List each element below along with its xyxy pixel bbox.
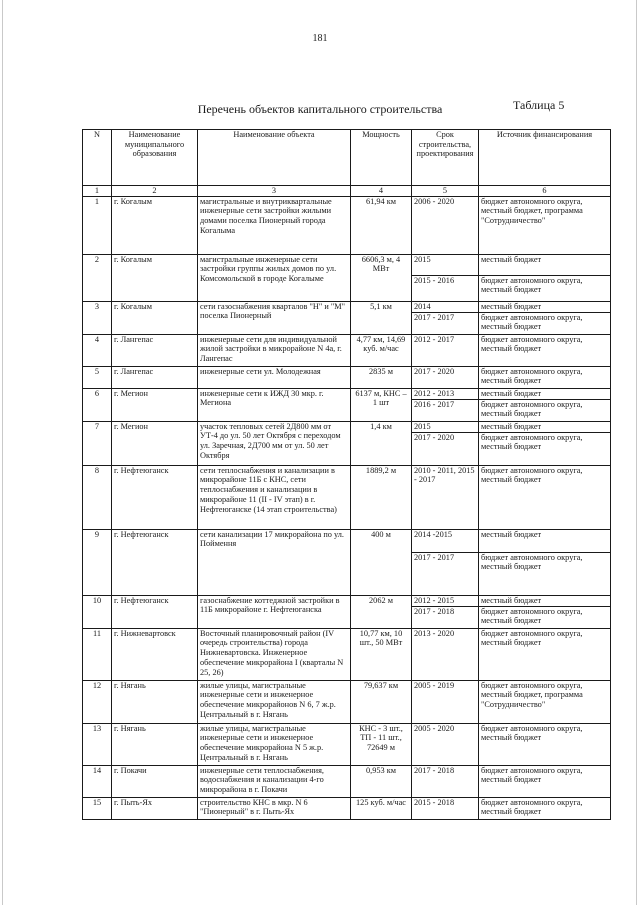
row-municipality: г. Нягань [112, 723, 198, 765]
row-municipality: г. Когалым [112, 254, 198, 301]
row-source: бюджет автономного округа, местный бюджет [479, 312, 611, 334]
row-object: жилые улицы, магистральные инженерные сети и инженерное обеспечение микрорайона N 5 ж.р. Центральный в г. Нягань [198, 723, 351, 765]
table-row [83, 595, 611, 606]
row-object: сети газоснабжения кварталов "Н" и "М" поселка Пионерный [198, 301, 351, 334]
row-capacity: 10,77 км, 10 шт., 50 МВт [351, 628, 412, 680]
row-source: бюджет автономного округа, местный бюджет [479, 797, 611, 819]
row-object: участок тепловых сетей 2Д800 мм от УТ-4 до ул. 50 лет Октября с переходом ул. Заречная, 2Д700 мм от ул. 50 лет Октября [198, 421, 351, 465]
row-municipality: г. Нефтеюганск [112, 465, 198, 529]
row-period: 2017 - 2017 [412, 312, 479, 334]
row-source: местный бюджет [479, 529, 611, 552]
row-source: местный бюджет [479, 301, 611, 312]
column-index: 6 [479, 186, 611, 197]
row-period: 2005 - 2019 [412, 680, 479, 723]
row-object: магистральные инженерные сети застройки группы жилых домов по ул. Комсомольской в городе Когалыме [198, 254, 351, 301]
table-row [83, 254, 611, 275]
header-period: Срок строительства, проектирования [412, 130, 479, 186]
row-source: бюджет автономного округа, местный бюджет, программа "Сотрудничество" [479, 680, 611, 723]
row-period: 2013 - 2020 [412, 628, 479, 680]
row-capacity: 2062 м [351, 595, 412, 628]
table-row [83, 421, 611, 432]
row-capacity: 4,77 км, 14,69 куб. м/час [351, 334, 412, 366]
row-number: 15 [83, 797, 112, 819]
row-municipality: г. Нягань [112, 680, 198, 723]
row-period: 2010 - 2011, 2015 - 2017 [412, 465, 479, 529]
row-object: сети теплоснабжения и канализации в микрорайоне 11Б с КНС, сети теплоснабжения и канализации в микрорайоне 11 (II - IV этап) в г. Нефтеюганске (14 этап строительства) [198, 465, 351, 529]
row-period: 2014 [412, 301, 479, 312]
row-municipality: г. Когалым [112, 196, 198, 254]
row-source: бюджет автономного округа, местный бюджет [479, 628, 611, 680]
row-source: местный бюджет [479, 254, 611, 275]
table-row [83, 196, 611, 254]
row-capacity: 6137 м, КНС – 1 шт [351, 388, 412, 421]
row-municipality: г. Покачи [112, 765, 198, 797]
capital-construction-table [82, 129, 611, 820]
row-object: жилые улицы, магистральные инженерные сети и инженерное обеспечение микрорайонов N 6, 7 ж.р. Центральный в г. Нягань [198, 680, 351, 723]
row-object: инженерные сети ул. Молодежная [198, 366, 351, 388]
row-capacity: 1889,2 м [351, 465, 412, 529]
row-number: 2 [83, 254, 112, 301]
row-capacity: 6606,3 м, 4 МВт [351, 254, 412, 301]
row-municipality: г. Нефтеюганск [112, 595, 198, 628]
row-source: бюджет автономного округа, местный бюджет [479, 399, 611, 421]
row-source: бюджет автономного округа, местный бюджет [479, 432, 611, 465]
row-municipality: г. Нефтеюганск [112, 529, 198, 595]
row-capacity: 1,4 км [351, 421, 412, 465]
table-body [83, 186, 611, 820]
column-index: 3 [198, 186, 351, 197]
table-label: Таблица 5 [513, 98, 565, 112]
row-source: бюджет автономного округа, местный бюджет [479, 366, 611, 388]
header-capacity: Мощность [351, 130, 412, 186]
row-object: газоснабжение коттеджной застройки в 11Б микрорайоне г. Нефтеюганска [198, 595, 351, 628]
row-municipality: г. Нижневартовск [112, 628, 198, 680]
row-municipality: г. Лангепас [112, 334, 198, 366]
row-source: бюджет автономного округа, местный бюджет [479, 275, 611, 301]
table-row [83, 797, 611, 819]
row-period: 2017 - 2018 [412, 606, 479, 628]
table-row [83, 388, 611, 399]
table-row [83, 301, 611, 312]
table-row [83, 465, 611, 529]
row-municipality: г. Пыть-Ях [112, 797, 198, 819]
row-number: 7 [83, 421, 112, 465]
row-period: 2012 - 2015 [412, 595, 479, 606]
row-number: 13 [83, 723, 112, 765]
row-municipality: г. Лангепас [112, 366, 198, 388]
column-index: 5 [412, 186, 479, 197]
row-period: 2012 - 2017 [412, 334, 479, 366]
row-capacity: КНС - 3 шт., ТП - 11 шт., 72649 м [351, 723, 412, 765]
row-object: сети канализации 17 микрорайона по ул. Поймення [198, 529, 351, 595]
row-period: 2005 - 2020 [412, 723, 479, 765]
row-period: 2014 -2015 [412, 529, 479, 552]
row-period: 2017 - 2020 [412, 366, 479, 388]
column-index-row [83, 186, 611, 197]
row-period: 2015 [412, 421, 479, 432]
row-source: бюджет автономного округа, местный бюджет [479, 465, 611, 529]
row-capacity: 0,953 км [351, 765, 412, 797]
table-row [83, 723, 611, 765]
row-number: 9 [83, 529, 112, 595]
row-capacity: 61,94 км [351, 196, 412, 254]
row-source: бюджет автономного округа, местный бюджет, программа "Сотрудничество" [479, 196, 611, 254]
page-number: 181 [312, 33, 328, 44]
row-capacity: 79,637 км [351, 680, 412, 723]
table-row [83, 334, 611, 366]
column-index: 1 [83, 186, 112, 197]
row-object: Восточный планировочный район (IV очередь строительства) города Нижневартовска. Инженерное обеспечение микрорайона I (кварталы N 25, 26) [198, 628, 351, 680]
header-num: N [83, 130, 112, 186]
row-object: строительство КНС в мкр. N 6 "Пионерный" в г. Пыть-Ях [198, 797, 351, 819]
header-municipality: Наименование муниципального образования [112, 130, 198, 186]
row-number: 4 [83, 334, 112, 366]
column-index: 2 [112, 186, 198, 197]
row-capacity: 5,1 км [351, 301, 412, 334]
header-object: Наименование объекта [198, 130, 351, 186]
row-period: 2017 - 2020 [412, 432, 479, 465]
table-row [83, 680, 611, 723]
column-index: 4 [351, 186, 412, 197]
row-object: инженерные сети для индивидуальной жилой застройки в микрорайоне N 4а, г. Лангепас [198, 334, 351, 366]
row-object: инженерные сети теплоснабжения, водоснабжения и канализации 4-го микрорайона в г. Покачи [198, 765, 351, 797]
row-period: 2015 - 2016 [412, 275, 479, 301]
row-period: 2015 [412, 254, 479, 275]
row-capacity: 125 куб. м/час [351, 797, 412, 819]
row-municipality: г. Мегион [112, 388, 198, 421]
table-row [83, 628, 611, 680]
row-period: 2012 - 2013 [412, 388, 479, 399]
row-source: бюджет автономного округа, местный бюджет [479, 334, 611, 366]
row-number: 12 [83, 680, 112, 723]
document-title: Перечень объектов капитального строительства [197, 102, 443, 116]
row-object: магистральные и внутриквартальные инженерные сети застройки жилыми домами поселка Пионерный города Когалыма [198, 196, 351, 254]
row-number: 6 [83, 388, 112, 421]
row-period: 2016 - 2017 [412, 399, 479, 421]
row-number: 10 [83, 595, 112, 628]
row-number: 3 [83, 301, 112, 334]
row-capacity: 400 м [351, 529, 412, 595]
row-number: 1 [83, 196, 112, 254]
row-number: 8 [83, 465, 112, 529]
row-source: местный бюджет [479, 388, 611, 399]
table-row [83, 366, 611, 388]
header-source: Источник финансирования [479, 130, 611, 186]
row-source: бюджет автономного округа, местный бюджет [479, 606, 611, 628]
scan-edge-right [636, 0, 637, 905]
row-number: 11 [83, 628, 112, 680]
row-municipality: г. Мегион [112, 421, 198, 465]
row-source: местный бюджет [479, 421, 611, 432]
table-row [83, 765, 611, 797]
row-source: бюджет автономного округа, местный бюджет [479, 723, 611, 765]
row-period: 2017 - 2017 [412, 552, 479, 595]
row-object: инженерные сети к ИЖД 30 мкр. г. Мегиона [198, 388, 351, 421]
row-source: местный бюджет [479, 595, 611, 606]
row-municipality: г. Когалым [112, 301, 198, 334]
row-source: бюджет автономного округа, местный бюджет [479, 552, 611, 595]
row-number: 5 [83, 366, 112, 388]
row-capacity: 2835 м [351, 366, 412, 388]
row-source: бюджет автономного округа, местный бюджет [479, 765, 611, 797]
table-row [83, 529, 611, 552]
row-period: 2006 - 2020 [412, 196, 479, 254]
scan-edge-left [2, 0, 3, 905]
row-period: 2015 - 2018 [412, 797, 479, 819]
row-period: 2017 - 2018 [412, 765, 479, 797]
row-number: 14 [83, 765, 112, 797]
